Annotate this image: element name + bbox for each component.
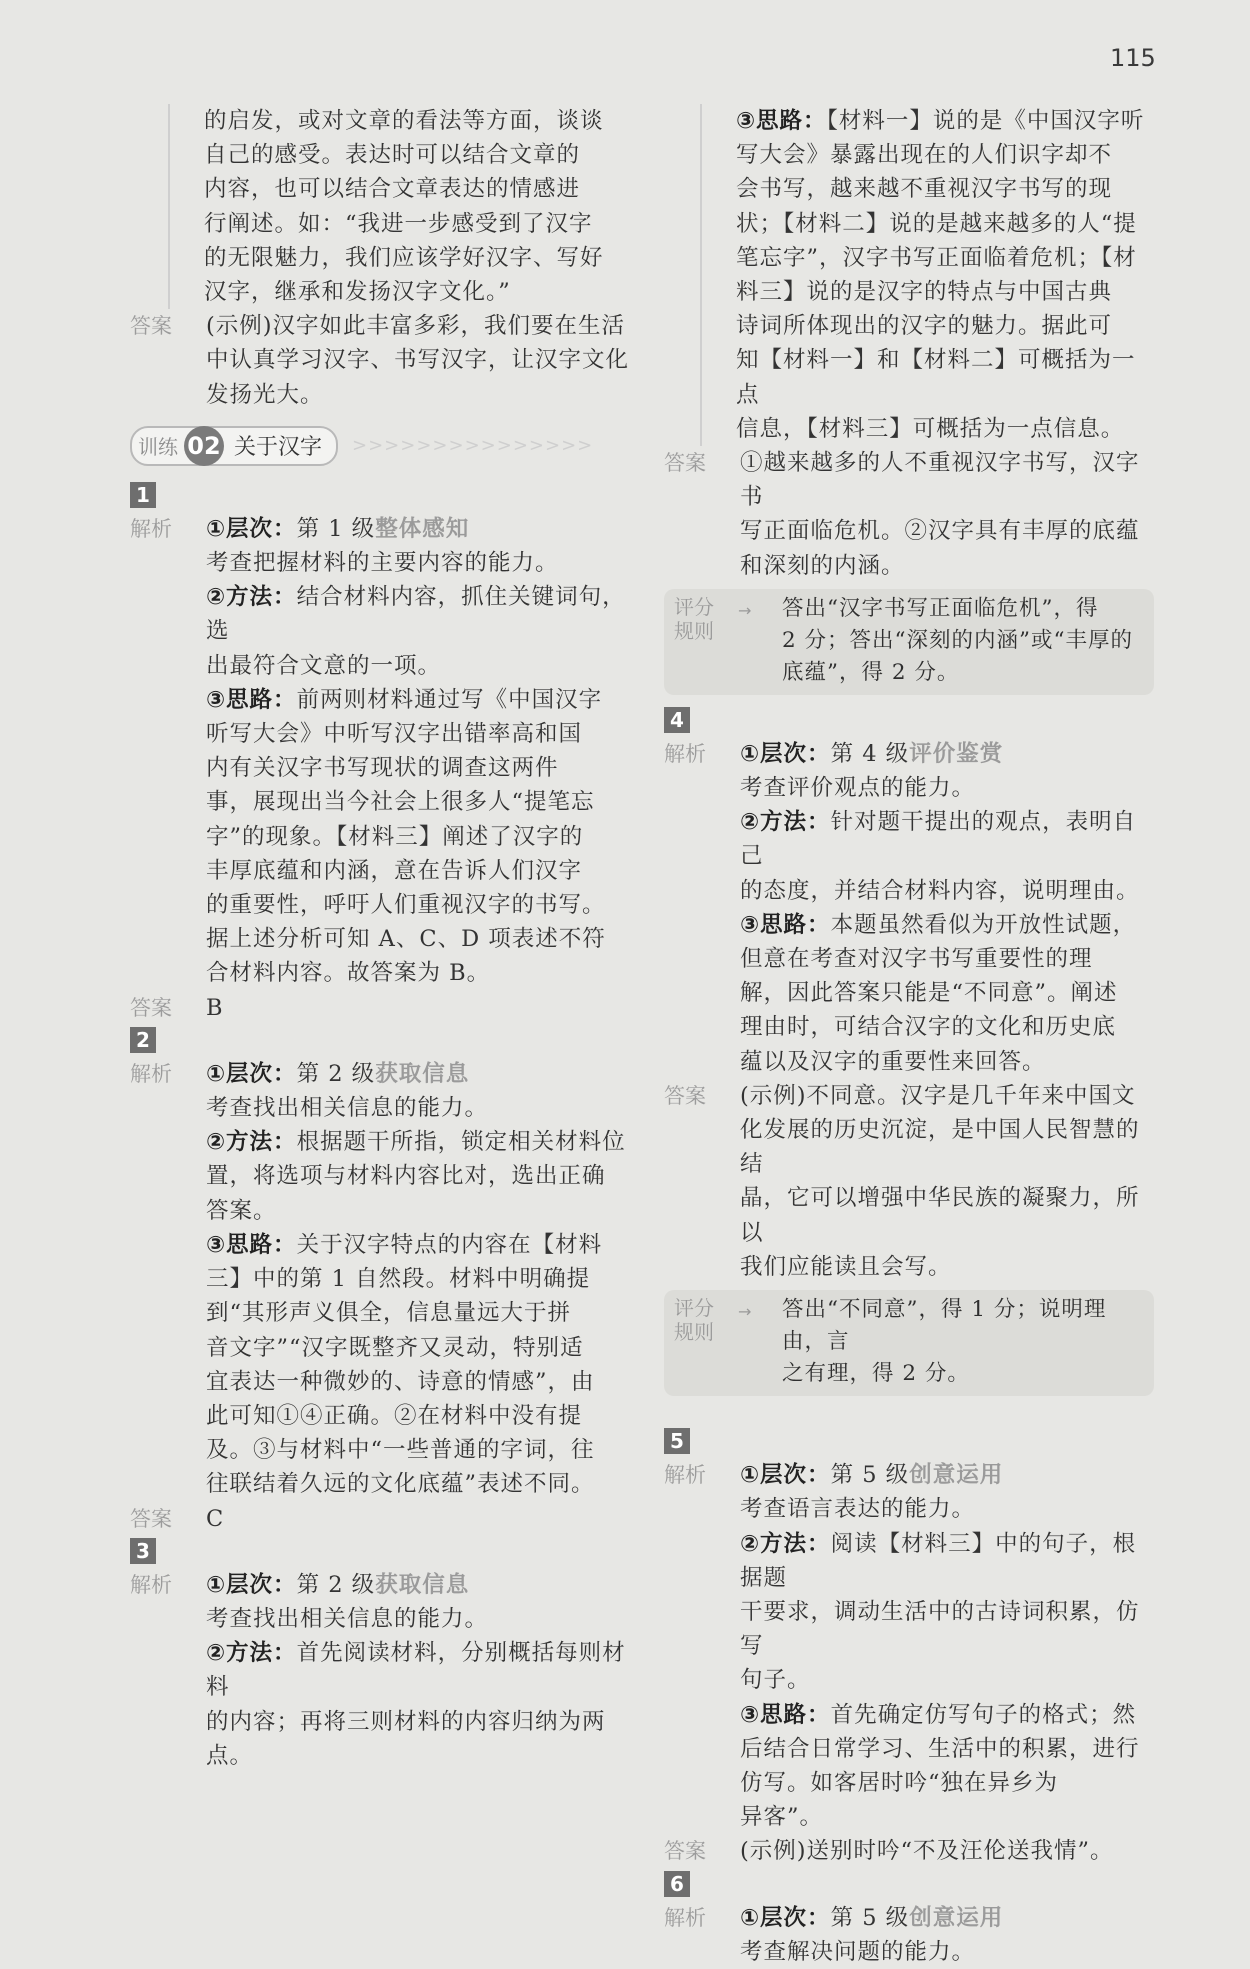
text-line: 到“其形声义俱全，信息量远大于拼 — [206, 1300, 572, 1327]
text-line: 句子。 — [740, 1667, 811, 1694]
text-line: 和深刻的内涵。 — [740, 552, 905, 579]
q3-answer — [664, 446, 1154, 583]
text-line: 写大会》暴露出现在的人们识字却不 — [736, 142, 1113, 169]
level-name: 创意运用 — [909, 1462, 1004, 1489]
text-line: 中认真学习汉字、书写汉字，让汉字文化 — [206, 347, 630, 374]
text-line: 异客”。 — [740, 1804, 824, 1831]
text-line: 【材料一】说的是《中国汉字听 — [826, 108, 1145, 134]
text-line: (示例)不同意。汉字是几千年来中国文 — [740, 1082, 1136, 1109]
level-desc: 考查语言表达的能力。 — [740, 1496, 976, 1523]
text-line: 结合材料内容，抓住关键词句，选 — [206, 584, 626, 645]
scoring-text — [768, 1290, 1154, 1396]
text-line: 丰厚底蕴和内涵，意在告诉人们汉字 — [206, 857, 583, 884]
text-line: 首先阅读材料，分别概括每则材料 — [206, 1640, 626, 1701]
q4-analysis-body — [740, 737, 1154, 1079]
answer-tag: 答案 — [664, 1083, 706, 1108]
text-line: 的态度，并结合材料内容，说明理由。 — [740, 877, 1140, 904]
text-line: 汉字，继承和发扬汉字文化。” — [204, 279, 511, 306]
q3-analysis-body — [206, 1568, 630, 1773]
level-line — [740, 737, 1154, 771]
q2-answer — [130, 1502, 630, 1536]
answer-text: (示例)送别时吟“不及汪伦送我情”。 — [740, 1838, 1114, 1865]
level-desc: 考查找出相关信息的能力。 — [206, 1095, 489, 1122]
question-number-3: 3 — [130, 1538, 156, 1564]
answer-text: C — [206, 1505, 225, 1532]
training-header — [130, 426, 630, 466]
text-line: 料三】说的是汉字的特点与中国古典 — [736, 279, 1113, 306]
training-label: 训练 — [138, 435, 178, 460]
q5-analysis-body — [740, 1458, 1154, 1834]
continued-analysis-text — [204, 104, 630, 309]
text-line: 合材料内容。故答案为 B。 — [206, 960, 491, 987]
level-desc: 考查评价观点的能力。 — [740, 775, 976, 802]
text-line: 化发展的历史沉淀，是中国人民智慧的结 — [740, 1117, 1140, 1178]
method-label: ②方法： — [740, 809, 831, 836]
idea-line — [740, 908, 1154, 942]
idea-label: ③思路： — [206, 1231, 297, 1258]
idea-line — [736, 104, 1154, 138]
level-desc: 考查解决问题的能力。 — [740, 1938, 976, 1965]
text-line: 发扬光大。 — [206, 381, 324, 408]
text-line: 之有理，得 2 分。 — [782, 1361, 970, 1387]
level-desc: 考查找出相关信息的能力。 — [206, 1605, 489, 1632]
scoring-tag-line: 规则 — [674, 1320, 714, 1345]
text-line: 仿写。如客居时吟“独在异乡为 — [740, 1769, 1059, 1796]
text-line: (示例)汉字如此丰富多彩，我们要在生活 — [206, 313, 626, 340]
text-line: 理由时，可结合汉字的文化和历史底 — [740, 1014, 1117, 1041]
right-column — [664, 104, 1154, 1969]
text-line: ①越来越多的人不重视汉字书写，汉字书 — [740, 450, 1140, 511]
text-line: 据上述分析可知 A、C、D 项表述不符 — [206, 926, 606, 953]
level-label: ①层次： — [206, 515, 297, 542]
method-label: ②方法： — [206, 1129, 297, 1156]
q6-analysis — [664, 1901, 1154, 1969]
method-line — [206, 1636, 630, 1704]
answer-tag: 答案 — [130, 1506, 172, 1531]
scoring-tag-line: 评分 — [674, 594, 714, 619]
scoring-tag-line: 评分 — [674, 1296, 714, 1321]
q4-answer — [664, 1079, 1154, 1284]
q5-analysis — [664, 1458, 1154, 1834]
text-line: 知【材料一】和【材料二】可概括为一点 — [736, 347, 1136, 408]
text-line: 信息，【材料三】可概括为一点信息。 — [736, 415, 1125, 442]
text-line: 2 分；答出“深刻的内涵”或“丰厚的 — [782, 627, 1133, 653]
answer-text: B — [206, 994, 224, 1021]
scoring-tag — [664, 1290, 738, 1396]
text-line: 后结合日常学习、生活中的积累，进行 — [740, 1735, 1140, 1762]
level-text: 第 2 级 — [296, 1571, 376, 1598]
text-line: 关于汉字特点的内容在【材料 — [296, 1231, 603, 1258]
text-line: 首先确定仿写句子的格式；然 — [830, 1701, 1137, 1728]
text-line: 答案。 — [206, 1197, 277, 1224]
text-line: 内有关汉字书写现状的调查这两件 — [206, 755, 559, 782]
question-number-2: 2 — [130, 1027, 156, 1053]
training-title: 关于汉字 — [234, 435, 323, 461]
level-name: 获取信息 — [375, 1571, 470, 1598]
level-label: ①层次： — [740, 740, 831, 767]
text-line: 状；【材料二】说的是越来越多的人“提 — [736, 210, 1137, 237]
level-line — [206, 512, 630, 546]
arrow-right-icon: → — [738, 1302, 752, 1322]
text-line: 的无限魅力，我们应该学好汉字、写好 — [204, 244, 604, 271]
analysis-tag: 解析 — [130, 1572, 172, 1597]
text-line: 本题虽然看似为开放性试题， — [830, 911, 1137, 938]
scoring-tag-line: 规则 — [674, 618, 714, 643]
left-column — [130, 104, 630, 1773]
text-line: 的内容；再将三则材料的内容归纳为两点。 — [206, 1708, 606, 1769]
q2-analysis-body — [206, 1057, 630, 1502]
method-label: ②方法： — [206, 1640, 297, 1667]
text-line: 底蕴”，得 2 分。 — [782, 659, 960, 685]
text-line: 音文字”“汉字既整齐又灵动，特别适 — [206, 1334, 584, 1361]
level-label: ①层次： — [740, 1904, 831, 1931]
text-line: 根据题干所指，锁定相关材料位 — [296, 1129, 626, 1156]
analysis-tag: 解析 — [664, 1905, 706, 1930]
text-line: 阅读【材料三】中的句子，根据题 — [740, 1530, 1137, 1591]
method-line — [206, 1125, 630, 1159]
q4-analysis — [664, 737, 1154, 1079]
text-line: 行阐述。如：“我进一步感受到了汉字 — [204, 210, 593, 237]
text-line: 置，将选项与材料内容比对，选出正确 — [206, 1163, 606, 1190]
method-label: ②方法： — [740, 1530, 831, 1557]
answer-tag: 答案 — [130, 314, 172, 339]
question-number-1: 1 — [130, 482, 156, 508]
q1-answer — [130, 991, 630, 1025]
level-name: 创意运用 — [909, 1904, 1004, 1931]
text-line: 答出“不同意”，得 1 分；说明理由，言 — [782, 1297, 1107, 1355]
level-name: 获取信息 — [375, 1060, 470, 1087]
top-answer — [130, 309, 630, 412]
answer-tag: 答案 — [664, 451, 706, 476]
answer-tag: 答案 — [130, 995, 172, 1020]
text-line: 前两则材料通过写《中国汉字 — [296, 686, 603, 713]
idea-label: ③思路： — [206, 686, 297, 713]
q6-analysis-body — [740, 1901, 1154, 1969]
text-line: 解，因此答案只能是“不同意”。阐述 — [740, 980, 1118, 1007]
idea-line — [740, 1698, 1154, 1732]
idea-label: ③思路： — [736, 108, 827, 134]
q2-analysis — [130, 1057, 630, 1502]
text-line: 事，展现出当今社会上很多人“提笔忘 — [206, 789, 595, 816]
continued-analysis — [168, 104, 630, 309]
level-text: 第 4 级 — [830, 740, 910, 767]
q3-idea-body — [736, 104, 1154, 446]
level-label: ①层次： — [740, 1462, 831, 1489]
text-line: 此可知①④正确。②在材料中没有提 — [206, 1402, 583, 1429]
training-number: 02 — [184, 426, 224, 466]
answer-tag: 答案 — [664, 1839, 706, 1864]
method-line — [740, 1527, 1154, 1595]
level-text: 第 1 级 — [296, 515, 376, 542]
answer-text — [206, 309, 630, 412]
text-line: 听写大会》中听写汉字出错率高和国 — [206, 721, 583, 748]
text-line: 会书写，越来越不重视汉字书写的现 — [736, 176, 1113, 203]
text-line: 我们应能读且会写。 — [740, 1253, 952, 1280]
q1-analysis-body — [206, 512, 630, 991]
text-line: 晶，它可以增强中华民族的凝聚力，所以 — [740, 1185, 1140, 1246]
question-number-4: 4 — [664, 707, 690, 733]
level-text: 第 5 级 — [830, 1904, 910, 1931]
text-line: 针对题干提出的观点，表明自己 — [740, 809, 1137, 870]
text-line: 笔忘字”，汉字书写正面临着危机；【材 — [736, 244, 1137, 271]
spacer — [664, 1406, 1154, 1426]
text-line: 字”的现象。【材料三】阐述了汉字的 — [206, 823, 584, 850]
text-line: 诗词所体现出的汉字的魅力。据此可 — [736, 313, 1113, 340]
arrow-right-icon: → — [738, 600, 752, 620]
text-line: 往联结着久远的文化底蕴”表述不同。 — [206, 1471, 595, 1498]
q1-analysis — [130, 512, 630, 991]
q4-scoring-rule — [664, 1290, 1154, 1396]
level-line — [740, 1901, 1154, 1935]
level-line — [206, 1568, 630, 1602]
level-text: 第 5 级 — [830, 1462, 910, 1489]
level-desc: 考查把握材料的主要内容的能力。 — [206, 550, 559, 577]
text-line: 内容，也可以结合文章表达的情感进 — [204, 176, 581, 203]
text-line: 蕴以及汉字的重要性来回答。 — [740, 1048, 1046, 1075]
text-line: 写正面临危机。②汉字具有丰厚的底蕴 — [740, 518, 1140, 545]
text-line: 三】中的第 1 自然段。材料中明确提 — [206, 1266, 591, 1293]
q3-idea-continued — [700, 104, 1154, 446]
text-line: 自己的感受。表达时可以结合文章的 — [204, 142, 581, 169]
text-line: 答出“汉字书写正面临危机”，得 — [782, 595, 1099, 621]
answer-text — [740, 1079, 1154, 1284]
level-label: ①层次： — [206, 1571, 297, 1598]
text-line: 宜表达一种微妙的、诗意的情感”，由 — [206, 1368, 595, 1395]
text-line: 但意在考查对汉字书写重要性的理 — [740, 946, 1093, 973]
idea-line — [206, 1228, 630, 1262]
text-line: 的启发，或对文章的看法等方面，谈谈 — [204, 108, 604, 134]
answer-text — [740, 446, 1154, 583]
idea-label: ③思路： — [740, 911, 831, 938]
level-line — [206, 1057, 630, 1091]
level-name: 评价鉴赏 — [909, 740, 1004, 767]
level-text: 第 2 级 — [296, 1060, 376, 1087]
q3-scoring-rule — [664, 589, 1154, 695]
question-number-5: 5 — [664, 1428, 690, 1454]
q5-answer — [664, 1834, 1154, 1868]
level-label: ①层次： — [206, 1060, 297, 1087]
scoring-tag — [664, 589, 738, 695]
scoring-text — [768, 589, 1154, 695]
training-pill — [130, 426, 338, 466]
method-line — [740, 805, 1154, 873]
level-line — [740, 1458, 1154, 1492]
idea-line — [206, 683, 630, 717]
idea-label: ③思路： — [740, 1701, 831, 1728]
text-line: 及。③与材料中“一些普通的字词，往 — [206, 1437, 595, 1464]
analysis-tag: 解析 — [664, 741, 706, 766]
q3-analysis — [130, 1568, 630, 1773]
text-line: 出最符合文意的一项。 — [206, 652, 442, 679]
analysis-tag: 解析 — [664, 1463, 706, 1488]
training-arrows: >>>>>>>>>>>>>>> — [352, 435, 594, 457]
level-name: 整体感知 — [375, 515, 470, 542]
page-number: 115 — [1110, 44, 1156, 72]
analysis-tag: 解析 — [130, 1061, 172, 1086]
question-number-6: 6 — [664, 1871, 690, 1897]
method-label: ②方法： — [206, 584, 297, 611]
analysis-tag: 解析 — [130, 516, 172, 541]
text-line: 干要求，调动生活中的古诗词积累，仿写 — [740, 1598, 1140, 1660]
text-line: 的重要性，呼吁人们重视汉字的书写。 — [206, 892, 606, 919]
method-line — [206, 580, 630, 648]
